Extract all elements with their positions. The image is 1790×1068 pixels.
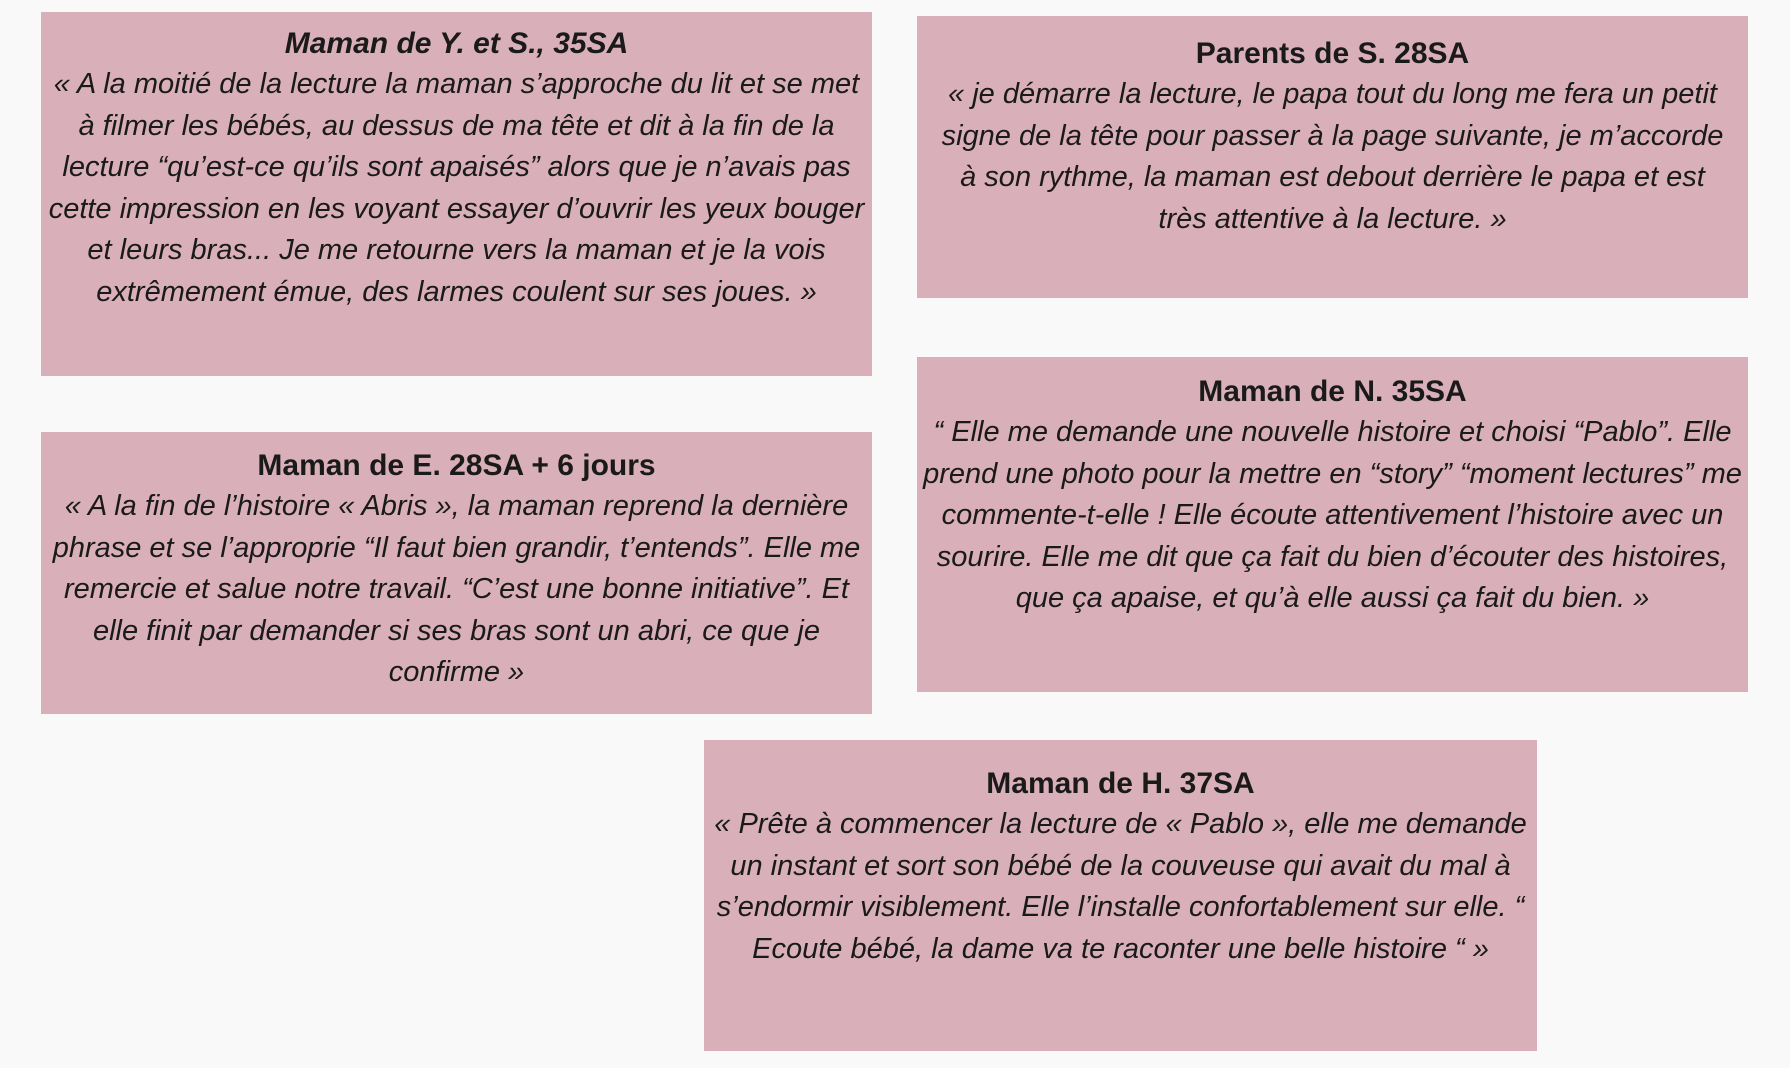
testimonial-quote: « Prête à commencer la lecture de « Pablo », elle me demande un instant et sort son bébé de la couveuse qui avait du mal à s’endormir visiblement. Elle l’installe confortablement sur elle. “ Ecoute bébé, la dame va te raconter une belle histoire “ » [714,808,1527,965]
testimonial-quote: « je démarre la lecture, le papa tout du long me fera un petit signe de la tête pour passer à la page suivante, je m’accorde à son rythme, la maman est debout derrière le papa et est très attentive à la lecture. » [941,78,1724,235]
testimonial-card-e-28sa [41,432,872,714]
testimonial-title: Parents de S. 28SA [1195,37,1470,70]
testimonial-title: Maman de Y. et S., 35SA [284,27,629,60]
testimonial-quote: “ Elle me demande une nouvelle histoire et choisi “Pablo”. Elle prend une photo pour la mettre en “story” “moment lectures” me commente-t-elle ! Elle écoute attentivement l’histoire avec un sourire. Elle me dit que ça fait du bien d’écouter des histoires, que ça apaise, et qu’à elle aussi ça fait du bien. » [923,416,1742,614]
testimonial-title: Maman de N. 35SA [1198,375,1467,408]
testimonial-card-y-s [41,12,872,376]
testimonial-quote: « A la fin de l’histoire « Abris », la maman reprend la dernière phrase et se l’approprie “Il faut bien grandir, t’entends”. Elle me remercie et salue notre travail. “C’est une bonne initiative”. Et elle finit par demander si ses bras sont un abri, ce que je confirme » [52,490,861,688]
testimonial-card-h-37sa [704,740,1537,1051]
testimonial-quote: « A la moitié de la lecture la maman s’approche du lit et se met à filmer les bébés, au dessus de ma tête et dit à la fin de la lecture “qu’est-ce qu’ils sont apaisés” alors que je n’avais pas cette impression en les voyant essayer d’ouvrir les yeux bouger et leurs bras... Je me retourne vers la maman et je la vois extrêmement émue, des larmes coulent sur ses joues. » [48,68,865,308]
testimonial-card-n-35sa [917,357,1748,692]
testimonial-title: Maman de E. 28SA + 6 jours [257,449,656,482]
testimonial-title: Maman de H. 37SA [986,767,1255,800]
testimonial-card-s-28sa [917,16,1748,298]
